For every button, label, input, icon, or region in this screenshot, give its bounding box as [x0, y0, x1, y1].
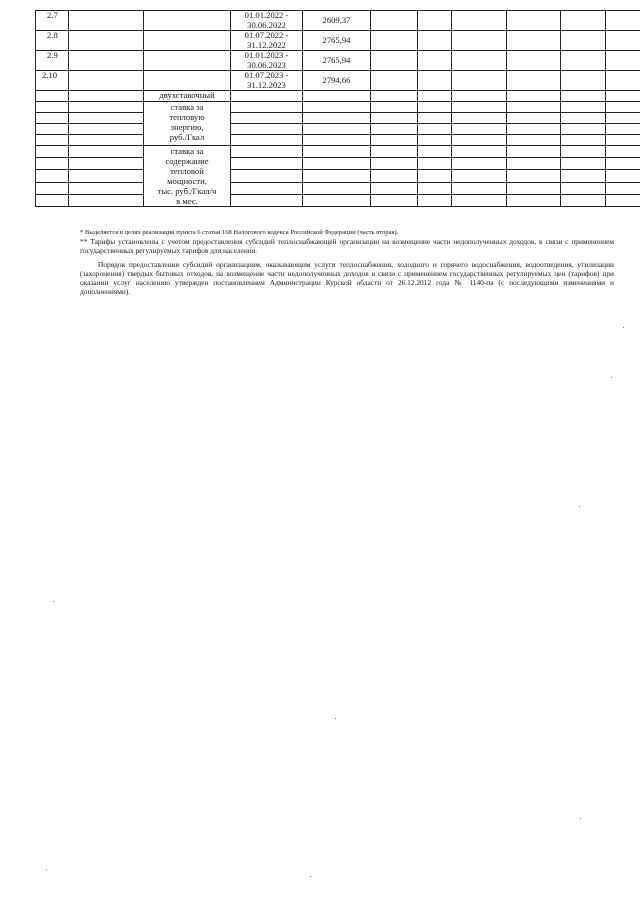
- empty-cell: [303, 102, 371, 113]
- empty-cell: [561, 182, 606, 194]
- period-end: 31.12.2022: [247, 39, 286, 50]
- energy-rate-line: энергию,: [170, 122, 204, 132]
- empty-cell: [606, 113, 640, 124]
- period-cell: [231, 51, 303, 71]
- capacity-rate-line: тыс. руб./Гкал/ч: [157, 186, 217, 196]
- empty-cell: [69, 31, 144, 51]
- empty-cell: [452, 11, 507, 31]
- empty-cell: [371, 124, 418, 135]
- empty-cell: [303, 135, 371, 146]
- empty-cell: [452, 135, 507, 146]
- empty-cell: [371, 31, 418, 51]
- footnotes-block: [80, 229, 614, 297]
- capacity-rate-label: [144, 146, 231, 207]
- empty-cell: [507, 194, 561, 206]
- row-number: 2.10: [36, 71, 69, 91]
- capacity-rate-line: в мес.: [176, 196, 198, 206]
- empty-cell: [418, 31, 452, 51]
- period-cell: [231, 11, 303, 31]
- empty-cell: [303, 91, 371, 102]
- empty-cell: [418, 71, 452, 91]
- empty-cell: [36, 146, 69, 158]
- empty-cell: [606, 194, 640, 206]
- energy-rate-label: [144, 102, 231, 146]
- period-cell: [231, 71, 303, 91]
- empty-cell: [418, 113, 452, 124]
- empty-cell: [69, 11, 144, 31]
- capacity-rate-line: мощности,: [167, 176, 207, 186]
- table-row: [36, 51, 640, 71]
- footnote-subsidy: ** Тарифы установлены с учетом предоставления субсидий теплоснабжающей организации на возмещение части недополученных доходов, в связи с применением государственных регулируемых тарифов для населения.: [80, 237, 614, 256]
- empty-cell: [69, 146, 144, 158]
- empty-cell: [561, 124, 606, 135]
- empty-cell: [418, 194, 452, 206]
- empty-cell: [452, 158, 507, 170]
- empty-cell: [561, 11, 606, 31]
- empty-cell: [371, 194, 418, 206]
- empty-cell: [606, 135, 640, 146]
- empty-cell: [507, 135, 561, 146]
- empty-cell: [231, 113, 303, 124]
- empty-cell: [507, 11, 561, 31]
- empty-cell: [452, 102, 507, 113]
- empty-cell: [231, 91, 303, 102]
- empty-cell: [606, 158, 640, 170]
- empty-cell: [303, 170, 371, 182]
- table-row: [36, 71, 640, 91]
- empty-cell: [371, 113, 418, 124]
- empty-cell: [371, 71, 418, 91]
- empty-cell: [606, 170, 640, 182]
- empty-cell: [69, 194, 144, 206]
- empty-cell: [452, 170, 507, 182]
- table-row: [36, 170, 640, 182]
- empty-cell: [452, 146, 507, 158]
- empty-cell: [144, 31, 231, 51]
- empty-cell: [231, 194, 303, 206]
- empty-cell: [231, 146, 303, 158]
- empty-cell: [561, 146, 606, 158]
- tariff-value: 2794,66: [303, 71, 371, 91]
- empty-cell: [452, 182, 507, 194]
- empty-cell: [418, 158, 452, 170]
- empty-cell: [452, 71, 507, 91]
- scan-speck: [53, 601, 54, 602]
- period-cell: [231, 31, 303, 51]
- empty-cell: [231, 158, 303, 170]
- empty-cell: [606, 91, 640, 102]
- scan-speck: [611, 377, 612, 378]
- empty-cell: [507, 91, 561, 102]
- tariff-value: 2765,94: [303, 51, 371, 71]
- empty-cell: [507, 170, 561, 182]
- empty-cell: [418, 146, 452, 158]
- empty-cell: [418, 124, 452, 135]
- empty-cell: [231, 124, 303, 135]
- empty-cell: [303, 146, 371, 158]
- period-end: 30.06.2022: [247, 19, 286, 30]
- tariff-value: 2609,37: [303, 11, 371, 31]
- row-number: 2.8: [36, 31, 69, 51]
- empty-cell: [371, 51, 418, 71]
- empty-cell: [371, 182, 418, 194]
- empty-cell: [561, 51, 606, 71]
- empty-cell: [371, 170, 418, 182]
- empty-cell: [303, 158, 371, 170]
- energy-rate-line: тепловую: [169, 112, 205, 122]
- scan-speck: [623, 327, 624, 328]
- empty-cell: [507, 102, 561, 113]
- empty-cell: [69, 124, 144, 135]
- table-row: [36, 182, 640, 194]
- period-end: 30.06.2023: [247, 59, 286, 70]
- empty-cell: [561, 91, 606, 102]
- empty-cell: [561, 102, 606, 113]
- empty-cell: [418, 170, 452, 182]
- scan-speck: [335, 718, 336, 719]
- scan-speck: [310, 876, 311, 877]
- empty-cell: [507, 71, 561, 91]
- empty-cell: [418, 11, 452, 31]
- empty-cell: [371, 102, 418, 113]
- empty-cell: [507, 158, 561, 170]
- empty-cell: [561, 31, 606, 51]
- empty-cell: [231, 170, 303, 182]
- empty-cell: [69, 113, 144, 124]
- capacity-rate-line: ставка за: [170, 146, 204, 156]
- period-start: 01.01.2022 -: [244, 10, 289, 20]
- empty-cell: [231, 135, 303, 146]
- subsidy-procedure-paragraph: Порядок предоставления субсидий организациям, оказывающим услуги теплоснабжения, холодного и горячего водоснабжения, водоотведения, утилизации (захоронения) твердых бытовых отходов, на возмещение части недополученных доходов в связи с применением государственных регулируемых цен (тарифов) при оказании услуг населению утвержден постановлением Администрации Курской области от 26.12.2012 года № 1140-па (с последующими изменениями и дополнениями).: [80, 259, 614, 297]
- empty-cell: [36, 102, 69, 113]
- empty-cell: [606, 51, 640, 71]
- empty-cell: [303, 124, 371, 135]
- capacity-rate-line: тепловой: [170, 166, 204, 176]
- scan-speck: [580, 818, 581, 819]
- table-row: [36, 124, 640, 135]
- empty-cell: [231, 182, 303, 194]
- capacity-rate-line: содержание: [165, 156, 209, 166]
- empty-cell: [371, 135, 418, 146]
- empty-cell: [561, 113, 606, 124]
- empty-cell: [231, 102, 303, 113]
- empty-cell: [561, 170, 606, 182]
- empty-cell: [69, 91, 144, 102]
- energy-rate-line: руб./Гкал: [169, 132, 205, 142]
- empty-cell: [36, 113, 69, 124]
- empty-cell: [69, 102, 144, 113]
- empty-cell: [507, 31, 561, 51]
- table-row: [36, 194, 640, 206]
- empty-cell: [507, 113, 561, 124]
- empty-cell: [69, 170, 144, 182]
- empty-cell: [69, 182, 144, 194]
- tariff-table: [35, 10, 640, 207]
- table-row: [36, 146, 640, 158]
- empty-cell: [69, 158, 144, 170]
- empty-cell: [69, 71, 144, 91]
- footnote-vat: * Выделяется в целях реализации пункта 6 статьи 168 Налогового кодекса Российской Федерации (часть вторая).: [80, 229, 399, 236]
- empty-cell: [507, 51, 561, 71]
- empty-cell: [371, 91, 418, 102]
- empty-cell: [36, 135, 69, 146]
- two-part-tariff-label: двухставочный: [144, 91, 231, 102]
- empty-cell: [36, 124, 69, 135]
- table-row: [36, 113, 640, 124]
- empty-cell: [452, 31, 507, 51]
- empty-cell: [561, 135, 606, 146]
- row-number: 2.9: [36, 51, 69, 71]
- empty-cell: [418, 135, 452, 146]
- empty-cell: [36, 158, 69, 170]
- table-row: [36, 102, 640, 113]
- empty-cell: [606, 124, 640, 135]
- scan-speck: [46, 869, 47, 870]
- table-row: [36, 158, 640, 170]
- empty-cell: [303, 194, 371, 206]
- empty-cell: [606, 146, 640, 158]
- empty-cell: [303, 182, 371, 194]
- empty-cell: [418, 182, 452, 194]
- empty-cell: [69, 51, 144, 71]
- period-end: 31.12.2023: [247, 79, 286, 90]
- empty-cell: [69, 135, 144, 146]
- empty-cell: [144, 11, 231, 31]
- empty-cell: [36, 194, 69, 206]
- empty-cell: [371, 146, 418, 158]
- empty-cell: [452, 113, 507, 124]
- empty-cell: [36, 170, 69, 182]
- empty-cell: [561, 194, 606, 206]
- period-start: 01.07.2023 -: [244, 70, 289, 80]
- period-start: 01.07.2022 -: [244, 30, 289, 40]
- table-row: [36, 31, 640, 51]
- empty-cell: [144, 51, 231, 71]
- empty-cell: [507, 146, 561, 158]
- row-number: 2.7: [36, 11, 69, 31]
- empty-cell: [606, 71, 640, 91]
- empty-cell: [452, 51, 507, 71]
- empty-cell: [606, 102, 640, 113]
- empty-cell: [606, 182, 640, 194]
- table-row: [36, 91, 640, 102]
- empty-cell: [303, 113, 371, 124]
- empty-cell: [144, 71, 231, 91]
- empty-cell: [36, 91, 69, 102]
- empty-cell: [606, 11, 640, 31]
- empty-cell: [371, 158, 418, 170]
- table-row: [36, 135, 640, 146]
- empty-cell: [36, 182, 69, 194]
- empty-cell: [606, 31, 640, 51]
- period-start: 01.01.2023 -: [244, 50, 289, 60]
- empty-cell: [507, 182, 561, 194]
- empty-cell: [452, 124, 507, 135]
- empty-cell: [452, 194, 507, 206]
- empty-cell: [561, 71, 606, 91]
- table-row: [36, 11, 640, 31]
- tariff-value: 2765,94: [303, 31, 371, 51]
- scan-speck: [579, 506, 580, 507]
- empty-cell: [418, 51, 452, 71]
- empty-cell: [418, 91, 452, 102]
- empty-cell: [561, 158, 606, 170]
- empty-cell: [418, 102, 452, 113]
- empty-cell: [452, 91, 507, 102]
- empty-cell: [507, 124, 561, 135]
- energy-rate-line: ставка за: [170, 102, 204, 112]
- empty-cell: [371, 11, 418, 31]
